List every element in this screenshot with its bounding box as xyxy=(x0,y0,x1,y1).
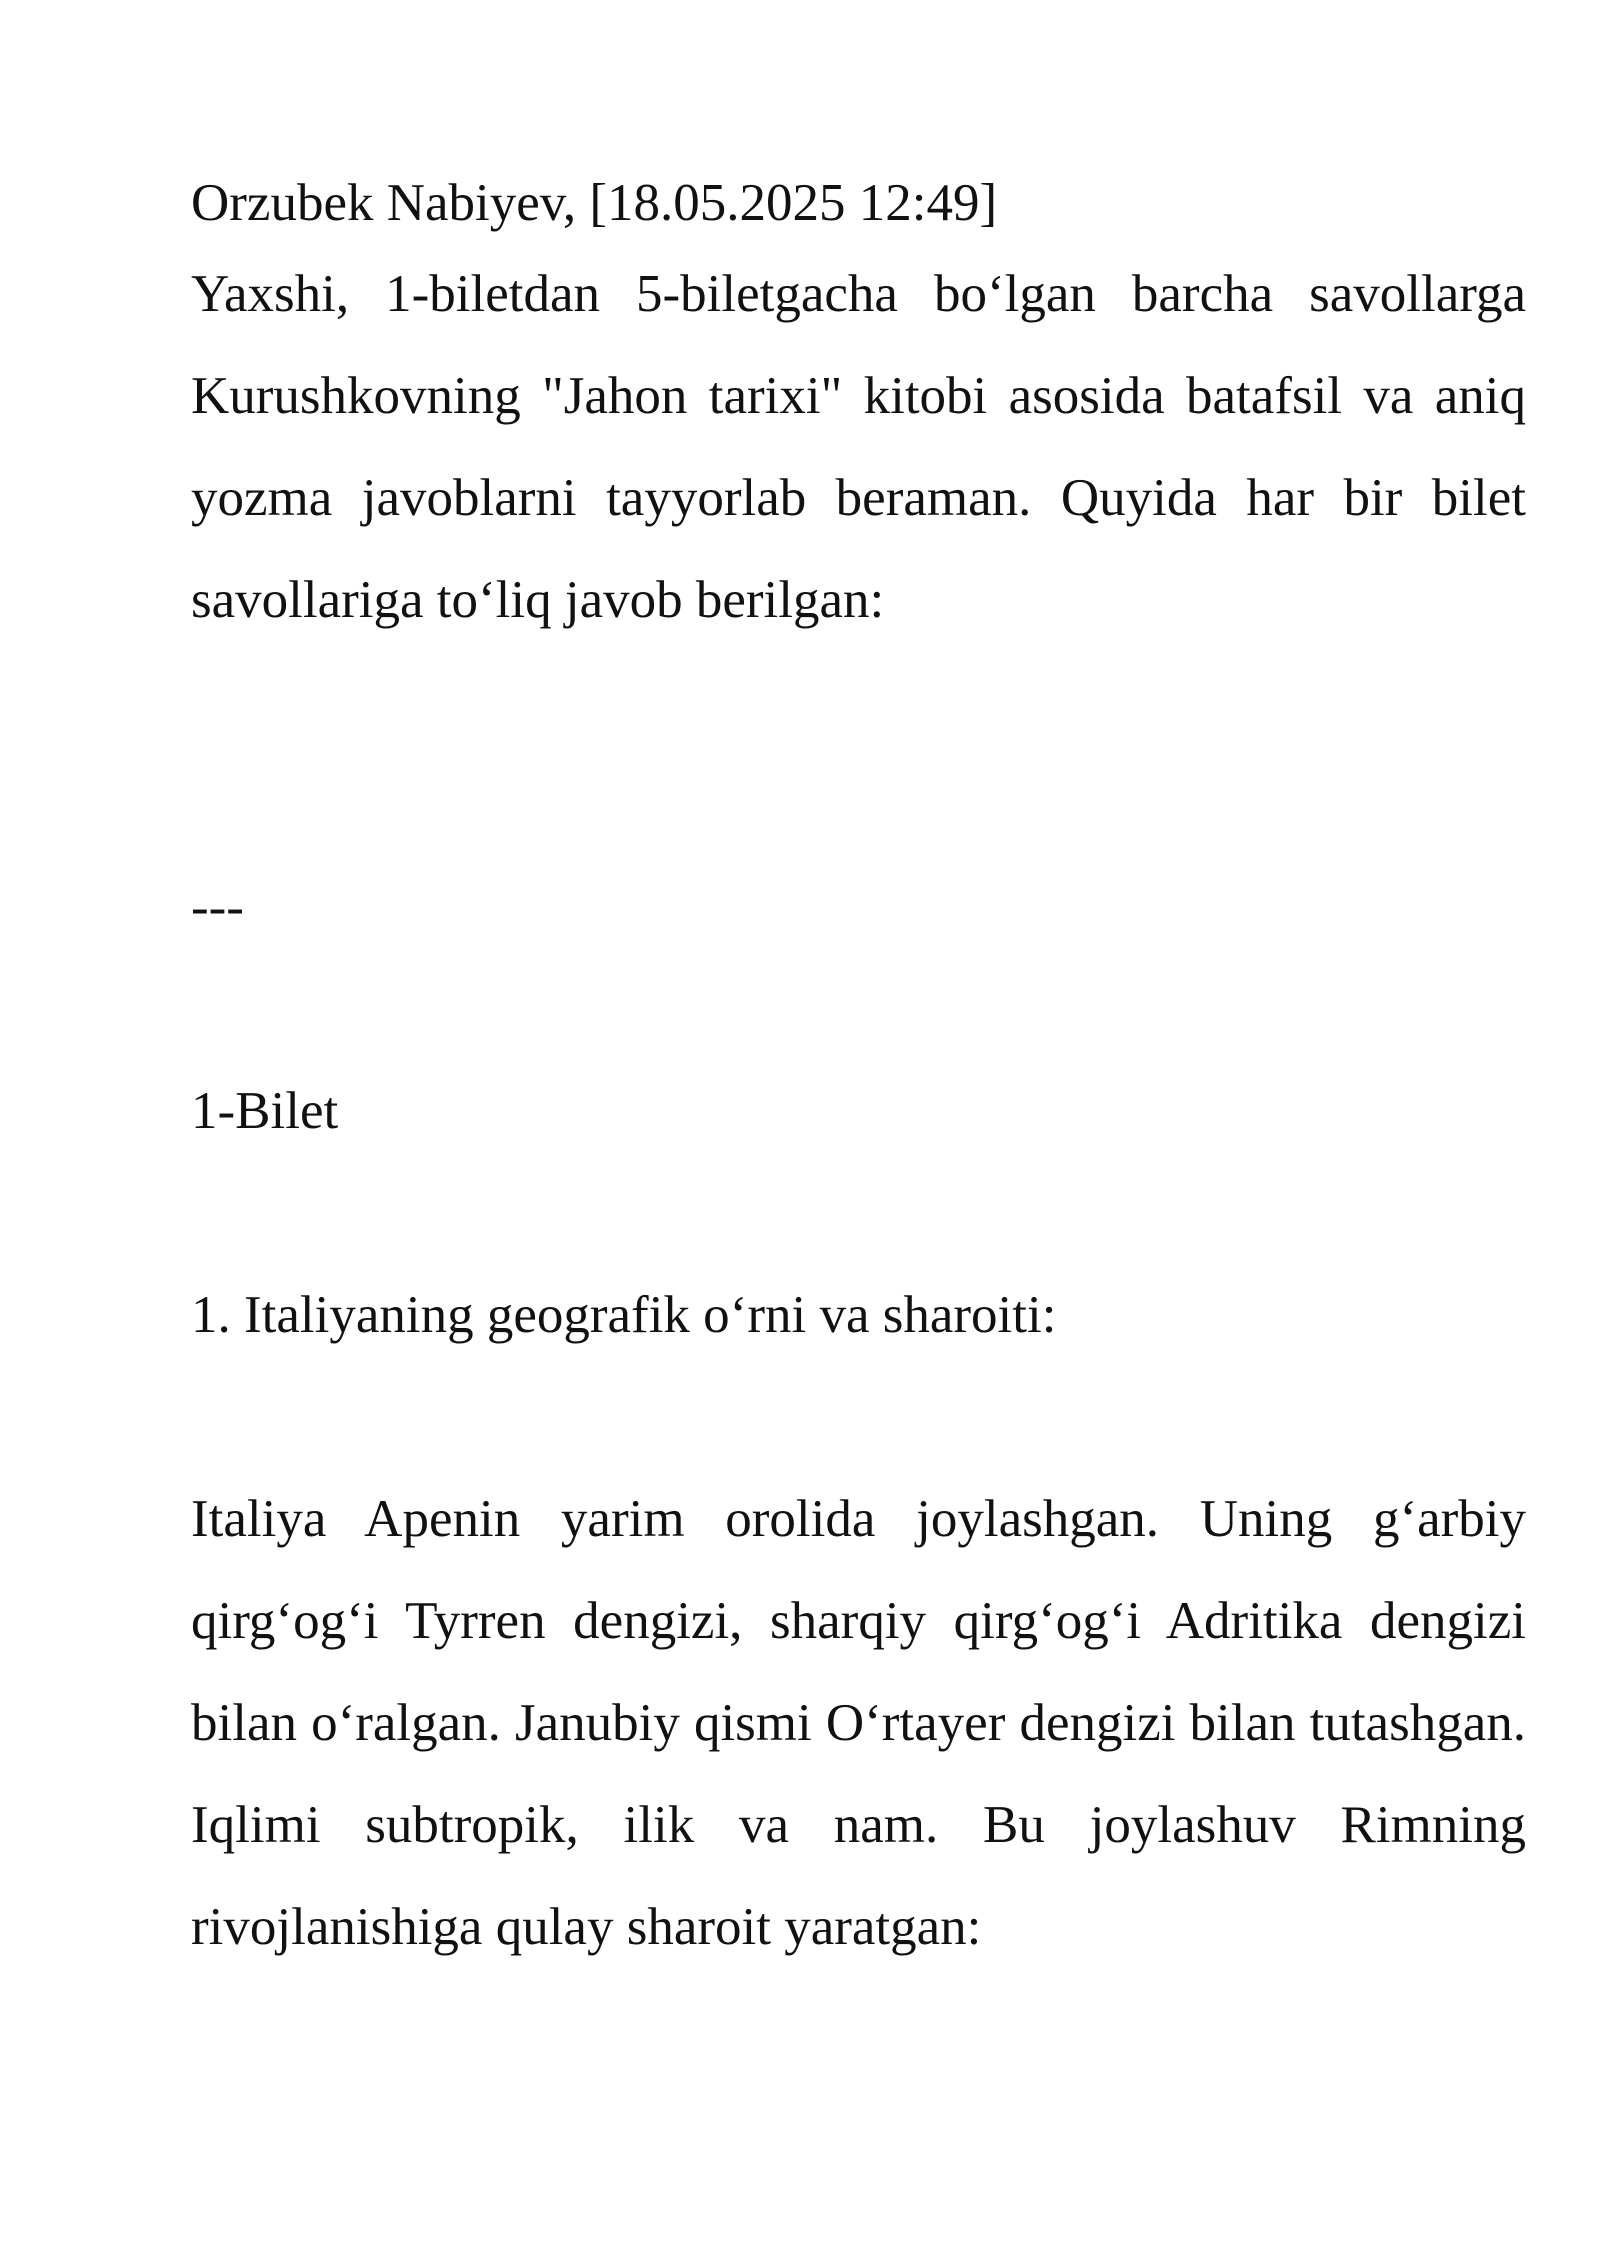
ticket-title: 1-Bilet xyxy=(191,1082,339,1140)
answer-paragraph: Italiya Apenin yarim orolida joylashgan. Uning g‘arbiy qirg‘og‘i Tyrren dengizi, sharqiy qirg‘og‘i Adritika dengizi bilan o‘ralgan. Janubiy qismi O‘rtayer dengizi bilan tutashgan. Iqlimi subtropik, ilik va nam. Bu joylashuv Rimning rivojlanishiga qulay sharoit yaratgan: xyxy=(191,1490,1526,1956)
header-line: Orzubek Nabiyev, [18.05.2025 12:49] xyxy=(191,174,998,232)
question-heading: 1. Italiyaning geografik o‘rni va sharoiti: xyxy=(191,1286,1057,1344)
separator: --- xyxy=(191,878,244,936)
intro-paragraph: Yaxshi, 1-biletdan 5-biletgacha bo‘lgan barcha savollarga Kurushkovning "Jahon tarixi" kitobi asosida batafsil va aniq yozma javoblarni tayyorlab beraman. Quyida har bir bilet savollariga to‘liq javob berilgan: xyxy=(191,265,1526,629)
